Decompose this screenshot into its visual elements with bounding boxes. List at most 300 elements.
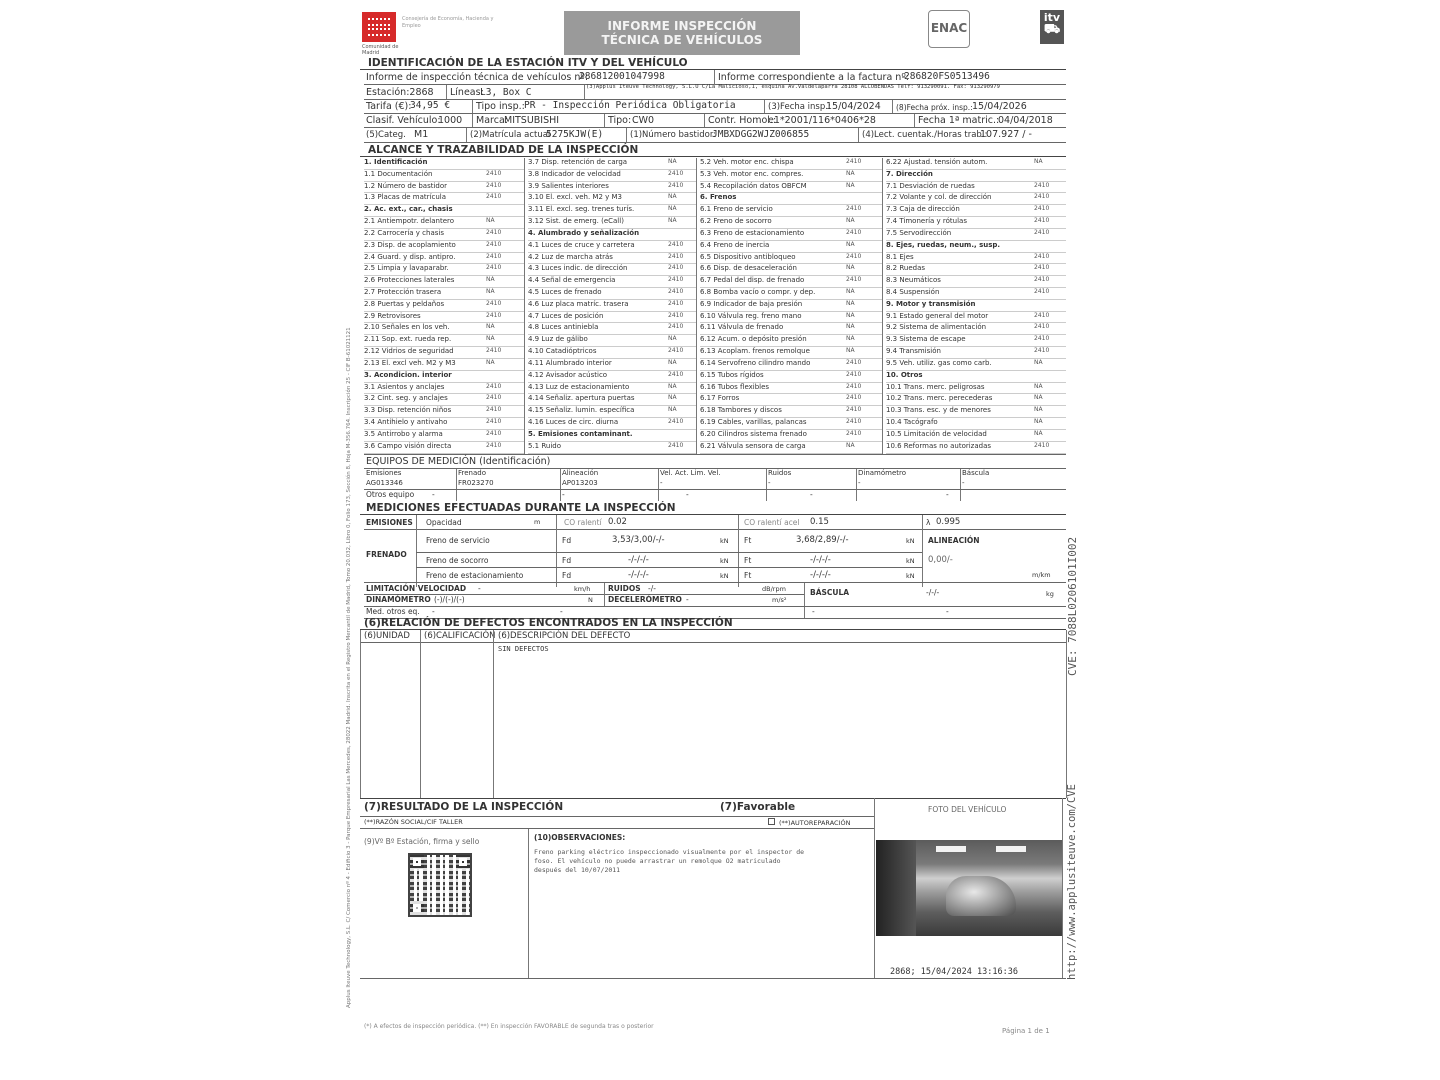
alcance-item-value: NA (1034, 158, 1043, 165)
fecha-prox-value: 15/04/2026 (972, 101, 1027, 112)
socorro-fd-unit: kN (720, 557, 729, 565)
tarifa-value: 34,95 € (410, 100, 451, 111)
tipo-value: CW0 (632, 115, 655, 126)
alcance-item-value: NA (668, 382, 677, 390)
alcance-item-value: NA (846, 181, 855, 189)
divider (892, 100, 893, 113)
tipo-insp-label: Tipo insp.: (476, 101, 525, 112)
divider (360, 69, 1066, 70)
alcance-item-label: 4.1 Luces de cruce y carretera (528, 240, 635, 249)
cuentak-label: (4)Lect. cuentak./Horas trab.: (862, 130, 988, 140)
divider (584, 85, 585, 99)
alcance-item-label: 2.10 Señales en los veh. (364, 323, 450, 332)
divider (364, 606, 1066, 607)
cuentak-value: 107.927 / - (980, 129, 1032, 140)
alcance-item-label: 6.9 Indicador de baja presión (700, 299, 803, 308)
alcance-item-value: 2410 (486, 240, 502, 248)
alcance-item-value: 2410 (668, 441, 684, 449)
bascula-label: BÁSCULA (810, 588, 850, 597)
alcance-item-value: NA (668, 217, 677, 225)
photo-window (876, 840, 916, 936)
tarifa-label: Tarifa (€): (366, 101, 412, 112)
alcance-item-value: NA (846, 335, 855, 343)
alcance-item-value: 2410 (668, 323, 684, 331)
co-ralenti-acel-value: 0.15 (810, 517, 829, 527)
otros-dash-1: - (432, 490, 435, 499)
alcance-item-label: 4.9 Luz de gálibo (528, 335, 588, 344)
observaciones-line1: Freno parking eléctrico inspeccionado visualmente por el inspector de (534, 848, 805, 856)
enac-logo (928, 10, 970, 48)
divider (364, 454, 1066, 455)
divider (960, 469, 961, 501)
alcance-item-value: NA (668, 193, 677, 201)
estacionamiento-ft-label: Ft (744, 571, 752, 580)
estacionamiento-ft-unit: kN (906, 572, 915, 580)
divider (364, 582, 1066, 583)
madrid-logo-text: Comunidad de Madrid (362, 44, 399, 56)
alcance-item-value: NA (846, 299, 855, 307)
frenado-label: FRENADO (366, 550, 407, 559)
alcance-item-label: 2.6 Protecciones laterales (364, 276, 455, 285)
alcance-item-value: 2410 (846, 382, 862, 390)
alcance-item-value: NA (1034, 406, 1043, 414)
comunidad-madrid-logo (362, 12, 396, 42)
alcance-item-value: NA (486, 288, 495, 296)
alcance-item-label: 7.5 Servodirección (886, 228, 952, 237)
divider (626, 128, 627, 142)
divider (738, 515, 739, 587)
alcance-item-label: 9. Motor y transmisión (886, 299, 976, 308)
alcance-item-value: 2410 (486, 311, 502, 319)
vehicle-photo (876, 840, 1062, 936)
col-unidad: (6)UNIDAD (364, 631, 410, 641)
alcance-item-value: 2410 (486, 299, 502, 307)
med-otros-dash-3: - (812, 607, 815, 616)
ident-section-title: IDENTIFICACIÓN DE LA ESTACIÓN ITV Y DEL VEHÍCULO (368, 57, 688, 69)
alcance-item-value: NA (846, 347, 855, 355)
alcance-item-label: 9.4 Transmisión (886, 347, 941, 356)
alcance-item-value: 2410 (486, 429, 502, 437)
alcance-item-value: 2410 (486, 394, 502, 402)
divider (874, 798, 875, 978)
equipo-value: - (962, 479, 965, 487)
equipo-label: Emisiones (366, 469, 402, 477)
alcance-item-value: NA (668, 358, 677, 366)
co-ralenti-label: CO ralentí (564, 518, 602, 527)
alcance-item-value: NA (846, 441, 855, 449)
alcance-item-value: NA (846, 311, 855, 319)
alcance-item-value: 2410 (486, 169, 502, 177)
alcance-item-value: 2410 (668, 169, 684, 177)
equipo-value: - (660, 479, 663, 487)
alcance-item-label: 9.3 Sistema de escape (886, 335, 966, 344)
alcance-item-label: 9.2 Sistema de alimentación (886, 323, 987, 332)
alcance-item-label: 2.7 Protección trasera (364, 288, 442, 297)
alcance-item-label: 6.20 Cilindros sistema frenado (700, 429, 807, 438)
freno-estacionamiento-label: Freno de estacionamiento (426, 571, 524, 580)
alcance-item-label: 4.7 Luces de posición (528, 311, 604, 320)
observaciones-line3: después del 10/07/2011 (534, 866, 621, 874)
alcance-item-label: 10.2 Trans. merc. perecederas (886, 394, 993, 403)
servicio-fd-label: Fd (562, 536, 572, 545)
legal-side-text: Applus Iteuve Technology, S.L. C/ Comercio nº 4 - Edificio 3 - Parque Empresarial Las Mercedes, 28022 Madrid. Inscrita en el Registro Mercantil de Madrid, Tomo 20.032, Libro 0, Folio 173, Sección 8, Hoja M-356.764. Inscripción 25 - CIF B-61021121 (346, 327, 352, 1008)
alcance-item-label: 10.3 Trans. esc. y de menores (886, 406, 991, 415)
alcance-item-value: 2410 (668, 299, 684, 307)
servicio-fd-unit: kN (720, 537, 729, 545)
divider (364, 127, 1066, 128)
alcance-item-label: 2. Ac. ext., car., chasis (364, 205, 453, 214)
alcance-item-value: NA (486, 217, 495, 225)
divider (493, 630, 494, 798)
divider (364, 489, 1066, 490)
alcance-item-value: NA (1034, 394, 1043, 402)
alcance-item-label: 2.3 Disp. de acoplamiento (364, 240, 456, 249)
otros-dash-5: - (946, 490, 949, 499)
med-otros-dash-4: - (946, 607, 949, 616)
alcance-item-label: 3.4 Antihielo y antivaho (364, 418, 448, 427)
observaciones-label: (10)OBSERVACIONES: (534, 833, 626, 842)
autoreparacion-checkbox[interactable] (768, 818, 775, 825)
divider (604, 114, 605, 127)
alcance-item-label: 7. Dirección (886, 169, 933, 178)
alcance-item-value: 2410 (846, 252, 862, 260)
alcance-item-value: 2410 (1034, 323, 1050, 331)
alcance-item-label: 3.8 Indicador de velocidad (528, 169, 621, 178)
otros-equipo-label: Otros equipo (366, 490, 415, 499)
qr-corner (410, 855, 424, 869)
bascula-value: -/-/- (926, 588, 940, 597)
emisiones-label: EMISIONES (366, 518, 413, 527)
freno-servicio-label: Freno de servicio (426, 536, 490, 545)
contr-homol-label: Contr. Homol.: (708, 115, 777, 126)
qr-corner (410, 901, 424, 915)
equipo-value: FR023270 (458, 479, 494, 487)
dinamometro-unit: N (588, 596, 593, 604)
alcance-item-label: 2.12 Vidrios de seguridad (364, 347, 454, 356)
decelerometro-value: - (686, 595, 689, 604)
alcance-item-label: 7.1 Desviación de ruedas (886, 181, 975, 190)
divider (764, 100, 765, 113)
alcance-item-value: 2410 (1034, 228, 1050, 236)
ruidos-value: -/- (648, 584, 656, 593)
socorro-fd-label: Fd (562, 556, 572, 565)
alcance-item-label: 2.9 Retrovisores (364, 311, 421, 320)
alcance-item-label: 3.1 Asientos y anclajes (364, 382, 445, 391)
limitacion-value: - (478, 584, 481, 593)
alcance-item-value: NA (846, 169, 855, 177)
alcance-item-label: 6.7 Pedal del disp. de frenado (700, 276, 805, 285)
alcance-item-value: 2410 (1034, 347, 1050, 355)
equipo-value: AG013346 (366, 479, 403, 487)
servicio-ft-value: 3,68/2,89/-/- (796, 535, 849, 545)
equipos-section-title: EQUIPOS DE MEDICIÓN (Identificación) (366, 456, 551, 467)
alcance-item-label: 6.10 Válvula reg. freno mano (700, 311, 802, 320)
alcance-item-value: NA (846, 240, 855, 248)
estacionamiento-fd-value: -/-/-/- (628, 570, 649, 580)
estacionamiento-ft-value: -/-/-/- (810, 570, 831, 580)
alcance-item-label: 5. Emisiones contaminant. (528, 429, 633, 438)
itv-text: itv (1043, 11, 1061, 24)
alcance-item-label: 6.5 Dispositivo antibloqueo (700, 252, 796, 261)
alcance-item-value: 2410 (1034, 252, 1050, 260)
alcance-item-label: 7.2 Volante y col. de dirección (886, 193, 992, 202)
marca-value: MITSUBISHI (504, 115, 560, 126)
alcance-item-label: 7.3 Caja de dirección (886, 205, 960, 214)
lambda-label: λ (926, 518, 931, 527)
autoreparacion-label: (**)AUTOREPARACIÓN (779, 819, 851, 827)
factura-value: 286820FS0513496 (904, 71, 990, 82)
divider (922, 515, 923, 587)
defectos-section-title: (6)RELACIÓN DE DEFECTOS ENCONTRADOS EN LA INSPECCIÓN (364, 617, 733, 629)
alcance-item-label: 3.3 Disp. retención niños (364, 406, 452, 415)
divider (524, 158, 525, 454)
photo-car (946, 876, 1016, 916)
divider (466, 128, 467, 142)
alcance-item-value: NA (486, 323, 495, 331)
alcance-item-label: 4.12 Avisador acústico (528, 370, 608, 379)
alcance-item-value: NA (846, 323, 855, 331)
alcance-item-value: 2410 (1034, 276, 1050, 284)
divider (360, 798, 1066, 799)
alcance-item-label: 6.16 Tubos flexibles (700, 382, 770, 391)
mediciones-section-title: MEDICIONES EFECTUADAS DURANTE LA INSPECCIÓN (366, 502, 676, 514)
alcance-item-label: 9.5 Veh. utiliz. gas como carb. (886, 358, 992, 367)
alcance-item-value: NA (846, 264, 855, 272)
page-number: Página 1 de 1 (1002, 1027, 1050, 1035)
alcance-item-label: 4. Alumbrado y señalización (528, 228, 640, 237)
co-ralenti-value: 0.02 (608, 517, 627, 527)
alcance-item-value: 2410 (846, 358, 862, 366)
observaciones-line2: foso. El vehículo no puede arrastrar un remolque O2 matriculado (534, 857, 781, 865)
qr-code (408, 853, 472, 917)
divider (766, 469, 767, 501)
alcance-item-label: 10.1 Trans. merc. peligrosas (886, 382, 985, 391)
divider (420, 630, 421, 798)
alcance-item-label: 3.6 Campo visión directa (364, 441, 452, 450)
socorro-ft-label: Ft (744, 556, 752, 565)
alcance-item-value: 2410 (668, 311, 684, 319)
alcance-item-label: 2.4 Guard. y disp. antipro. (364, 252, 456, 261)
informe-value: 286812001047998 (579, 71, 665, 82)
consejeria-text: Consejería de Economía, Hacienda y Empleo (402, 16, 494, 29)
med-otros-dash-2: - (560, 607, 563, 616)
alcance-item-label: 6.21 Válvula sensora de carga (700, 441, 806, 450)
alcance-item-label: 6.17 Forros (700, 394, 740, 403)
alcance-item-value: NA (846, 217, 855, 225)
clasif-value: 1000 (438, 115, 463, 126)
limitacion-label: LIMITACIÓN VELOCIDAD (366, 584, 467, 593)
resultado-label: (7)RESULTADO DE LA INSPECCIÓN (364, 801, 564, 813)
divider (416, 567, 922, 568)
divider (472, 100, 473, 113)
alcance-item-value: 2410 (486, 252, 502, 260)
alcance-item-value: 2410 (486, 406, 502, 414)
alcance-item-value: 2410 (486, 228, 502, 236)
qr-corner (456, 855, 470, 869)
alcance-item-value: NA (486, 276, 495, 284)
divider (360, 514, 1066, 515)
alcance-item-value: NA (668, 394, 677, 402)
alcance-item-value: 2410 (846, 205, 862, 213)
alcance-item-label: 8. Ejes, ruedas, neum., susp. (886, 240, 1001, 249)
col-calificacion: (6)CALIFICACIÓN (424, 631, 496, 641)
divider (360, 630, 361, 798)
cve-code: CVE: 7088L0206101I002 (1066, 536, 1079, 676)
alcance-item-label: 2.8 Puertas y peldaños (364, 299, 445, 308)
alcance-item-value: 2410 (486, 193, 502, 201)
alcance-item-label: 6.22 Ajustad. tensión autom. (886, 158, 988, 166)
alcance-item-label: 8.4 Suspensión (886, 288, 940, 297)
alcance-item-label: 4.11 Alumbrado interior (528, 358, 612, 367)
equipo-label: Vel. Act. Lim. Vel. (660, 469, 721, 477)
estacion: Estación:2868 (366, 87, 434, 98)
contr-homol-value: e1*2001/116*0406*28 (768, 115, 876, 126)
alcance-item-label: 4.13 Luz de estacionamiento (528, 382, 630, 391)
bascula-unit: kg (1046, 590, 1054, 598)
divider (456, 469, 457, 501)
servicio-fd-value: 3,53/3,00/-/- (612, 535, 665, 545)
divider (364, 113, 1066, 114)
co-ralenti-acel-label: CO ralentí acel (744, 518, 800, 527)
divider (360, 629, 1066, 630)
equipo-value: - (768, 479, 771, 487)
alcance-item-label: 3.10 El. excl. veh. M2 y M3 (528, 193, 622, 202)
opacidad-unit: m (534, 518, 541, 526)
divider (360, 156, 1066, 157)
tipo-insp-value: PR - Inspección Periódica Obligatoria (524, 100, 736, 111)
alcance-item-label: 6.11 Válvula de frenado (700, 323, 784, 332)
equipo-label: Dinamómetro (858, 469, 907, 477)
alcance-item-value: 2410 (668, 181, 684, 189)
alcance-item-value: NA (1034, 418, 1043, 426)
divider (882, 158, 883, 454)
alcance-item-label: 6.12 Acum. o depósito presión (700, 335, 807, 344)
divider (604, 583, 605, 607)
alcance-item-label: 3.9 Salientes interiores (528, 181, 609, 190)
ruidos-unit: dB/rpm (762, 585, 786, 593)
alcance-item-label: 4.6 Luz placa matríc. trasera (528, 299, 629, 308)
alcance-item-label: 8.2 Ruedas (886, 264, 926, 273)
divider (560, 469, 561, 501)
servicio-ft-unit: kN (906, 537, 915, 545)
estacionamiento-fd-unit: kN (720, 572, 729, 580)
equipo-value: - (858, 479, 861, 487)
divider (364, 142, 1066, 143)
alcance-item-value: NA (1034, 429, 1043, 437)
divider (658, 469, 659, 501)
alcance-item-value: 2410 (668, 418, 684, 426)
informe-label: Informe de inspección técnica de vehículos nº: (366, 72, 589, 83)
freno-socorro-label: Freno de socorro (426, 556, 489, 565)
divider (528, 829, 529, 978)
report-title-line2: TÉCNICA DE VEHÍCULOS (601, 33, 763, 47)
alcance-item-label: 2.2 Carrocería y chasis (364, 228, 444, 237)
categ-value: M1 (414, 129, 429, 140)
divider (914, 114, 915, 127)
alcance-item-label: 3.2 Cint. seg. y anclajes (364, 394, 448, 403)
alcance-item-label: 1.2 Número de bastidor (364, 181, 448, 190)
photo-light (936, 846, 966, 852)
divider (446, 85, 447, 99)
photo-timestamp: 2868; 15/04/2024 13:16:36 (890, 967, 1018, 977)
alcance-item-label: 1. Identificación (364, 158, 428, 166)
fecha-insp-label: (3)Fecha insp.: (768, 102, 831, 112)
decelerometro-label: DECELERÓMETRO (608, 595, 682, 604)
matricula-label: (2)Matrícula actual (470, 130, 551, 140)
alcance-item-value: 2410 (846, 370, 862, 378)
razon-social-label: (**)RAZÓN SOCIAL/CIF TALLER (364, 818, 463, 826)
alcance-item-value: 2410 (486, 264, 502, 272)
equipo-label: Alineación (562, 469, 599, 477)
alcance-item-label: 6.19 Cables, varillas, palancas (700, 418, 807, 427)
categ-label: (5)Categ. (366, 130, 406, 140)
alcance-item-value: 2410 (1034, 311, 1050, 319)
alineacion-unit: m/km (1032, 571, 1051, 579)
alineacion-value: 0,00/- (928, 555, 953, 565)
fecha-prox-label: (8)Fecha próx. insp.: (896, 103, 973, 112)
alcance-item-value: NA (1034, 358, 1043, 366)
footer-note: (*) A efectos de inspección periódica. (**) En inspección FAVORABLE de segunda tras o posterior (364, 1023, 654, 1030)
divider (804, 583, 805, 619)
alcance-item-label: 2.5 Limpia y lavaparabr. (364, 264, 449, 273)
alcance-item-label: 6.2 Freno de socorro (700, 217, 772, 226)
alcance-item-value: 2410 (668, 264, 684, 272)
divider (360, 978, 1066, 979)
sin-defectos: SIN DEFECTOS (498, 645, 549, 653)
alcance-item-label: 4.16 Luces de circ. diurna (528, 418, 619, 427)
divider (472, 114, 473, 127)
alcance-item-value: 2410 (1034, 264, 1050, 272)
alcance-item-label: 10. Otros (886, 370, 923, 379)
decelerometro-unit: m/s² (772, 596, 787, 604)
divider (1062, 798, 1063, 978)
resultado-value: (7)Favorable (720, 801, 796, 813)
car-icon: ⛟ (1043, 22, 1061, 37)
alcance-item-label: 10.4 Tacógrafo (886, 418, 938, 427)
alineacion-label: ALINEACIÓN (928, 536, 980, 545)
cve-url[interactable]: http://www.applusiteuve.com/CVE (1066, 784, 1078, 980)
alcance-item-value: 2410 (486, 441, 502, 449)
alcance-item-label: 6.4 Freno de inercia (700, 240, 770, 249)
equipo-value: AP013203 (562, 479, 598, 487)
alcance-item-value: 2410 (668, 370, 684, 378)
alcance-item-value: NA (1034, 382, 1043, 390)
alcance-item-value: 2410 (1034, 335, 1050, 343)
alcance-item-label: 5.3 Veh. motor enc. compres. (700, 169, 804, 178)
alcance-item-label: 6.18 Tambores y discos (700, 406, 782, 415)
equipo-label: Frenado (458, 469, 486, 477)
alcance-item-label: 3.5 Antirrobo y alarma (364, 429, 443, 438)
alcance-item-label: 2.1 Antiempotr. delantero (364, 217, 455, 226)
alcance-item-label: 10.6 Reformas no autorizadas (886, 441, 992, 450)
tipo-label: Tipo: (608, 115, 632, 126)
alcance-item-label: 10.5 Limitación de velocidad (886, 429, 987, 438)
alcance-item-value: NA (668, 158, 677, 165)
station-company: (3)Applus Iteuve Technology, S.L.U C/La Malicioso,1, esquina Av.Valdelaparra 28108 ALCOBENDAS Telf: 913290091. Fax: 913290979 (586, 84, 1000, 90)
alcance-item-label: 6. Frenos (700, 193, 737, 202)
fecha-insp-value: 15/04/2024 (826, 101, 881, 112)
alcance-item-label: 4.8 Luces antiniebla (528, 323, 599, 332)
divider (416, 515, 417, 587)
equipo-label: Ruidos (768, 469, 792, 477)
foto-label: FOTO DEL VEHÍCULO (928, 805, 1007, 814)
alcance-item-label: 6.3 Freno de estacionamiento (700, 228, 805, 237)
dinamometro-label: DINAMÓMETRO (366, 595, 431, 604)
alcance-item-value: 2410 (846, 394, 862, 402)
med-otros-label: Med. otros eq. (366, 607, 420, 616)
limitacion-unit: km/h (574, 585, 591, 593)
alcance-item-label: 6.6 Disp. de desaceleración (700, 264, 797, 273)
